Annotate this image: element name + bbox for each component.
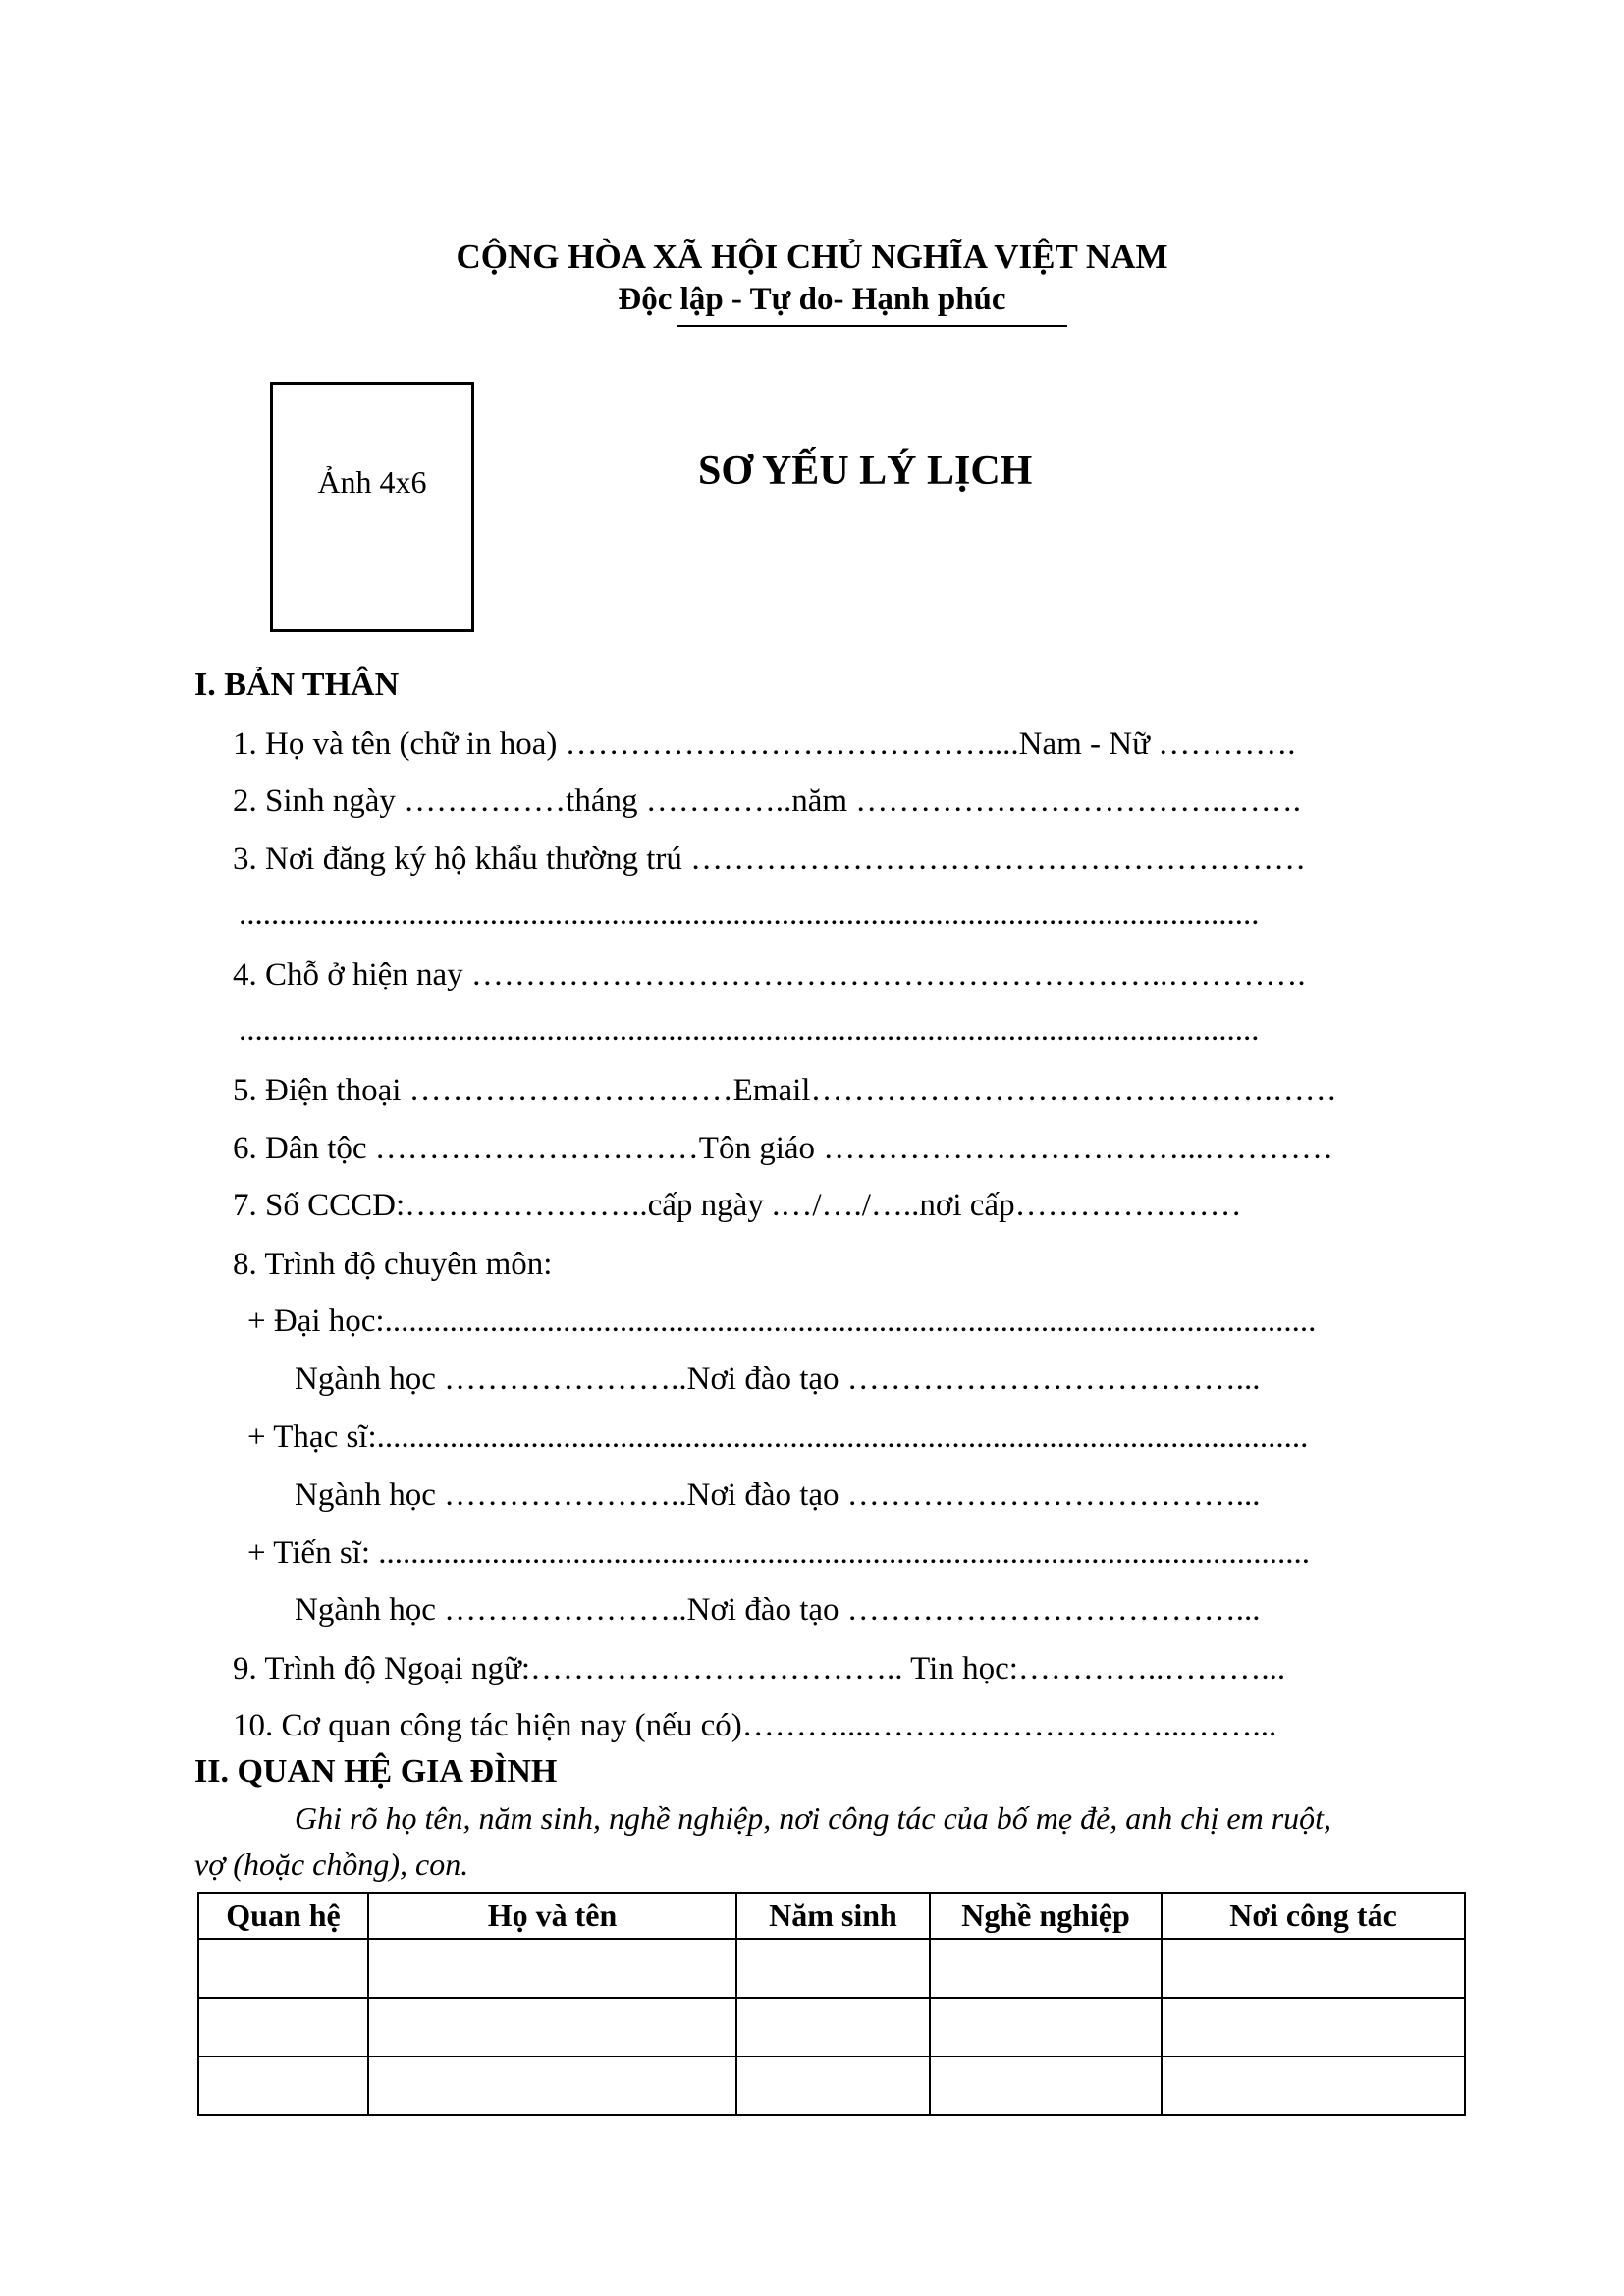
col-header-full-name: Họ và tên (368, 1893, 736, 1939)
table-cell (930, 2056, 1162, 2115)
col-header-relation: Quan hệ (198, 1893, 368, 1939)
section-2-note: Ghi rõ họ tên, năm sinh, nghề nghiệp, nơi công tác của bố mẹ đẻ, anh chị em ruột, (295, 1800, 1332, 1836)
family-table (197, 1892, 1466, 2116)
field-workplace: 10. Cơ quan công tác hiện nay (nếu có)………....………………………...……... (233, 1708, 1277, 1743)
field-bachelor-major: Ngành học …………………..Nơi đào tạo ………………………………... (295, 1362, 1261, 1397)
col-header-occupation: Nghề nghiệp (930, 1893, 1162, 1939)
table-cell (368, 2056, 736, 2115)
field-ethnicity-religion: 6. Dân tộc …………………………Tôn giáo ……………………………...………… (233, 1131, 1334, 1166)
section-2-note-continued: vợ (hoặc chồng), con. (194, 1846, 469, 1882)
photo-placeholder-box (270, 382, 474, 632)
table-row (198, 1998, 1465, 2056)
table-cell (198, 1939, 368, 1998)
section-1-heading: I. BẢN THÂN (194, 667, 400, 703)
field-phone-email: 5. Điện thoại …………………………Email…………………………………….…… (233, 1073, 1337, 1108)
table-cell (1162, 1998, 1465, 2056)
section-2-heading: II. QUAN HỆ GIA ĐÌNH (194, 1753, 558, 1789)
field-language-it: 9. Trình độ Ngoại ngữ:…………………………….. Tin học:…………..………... (233, 1651, 1286, 1686)
national-motto: Độc lập - Tự do- Hạnh phúc (618, 282, 1006, 317)
table-cell (736, 1998, 930, 2056)
field-doctorate-major: Ngành học …………………..Nơi đào tạo ………………………………... (295, 1592, 1261, 1628)
table-cell (1162, 2056, 1465, 2115)
field-current-residence-continued: .............................................................................................................................. (239, 1012, 1260, 1047)
table-cell (198, 2056, 368, 2115)
table-cell (198, 1998, 368, 2056)
table-cell (1162, 1939, 1465, 1998)
photo-label: Ảnh 4x6 (317, 464, 427, 500)
col-header-workplace: Nơi công tác (1162, 1893, 1465, 1939)
country-name: CỘNG HÒA XÃ HỘI CHỦ NGHĨA VIỆT NAM (456, 238, 1168, 276)
field-qualification-label: 8. Trình độ chuyên môn: (233, 1247, 553, 1282)
field-permanent-address: 3. Nơi đăng ký hộ khẩu thường trú ………………………………………………… (233, 841, 1307, 877)
motto-underline (677, 325, 1067, 327)
field-master: + Thạc sĩ:................................................................................................................... (247, 1419, 1309, 1455)
field-birth-date: 2. Sinh ngày ……………tháng …………..năm ……………………………..……. (233, 783, 1302, 819)
field-bachelor: + Đại học:................................................................................................................... (247, 1304, 1317, 1339)
table-cell (736, 2056, 930, 2115)
field-permanent-address-continued: .............................................................................................................................. (239, 896, 1260, 932)
table-row (198, 1939, 1465, 1998)
table-cell (930, 1939, 1162, 1998)
table-cell (368, 1939, 736, 1998)
col-header-birth-year: Năm sinh (736, 1893, 930, 1939)
table-cell (736, 1939, 930, 1998)
field-doctorate: + Tiến sĩ: ................................................................................................................... (247, 1535, 1311, 1571)
table-cell (368, 1998, 736, 2056)
field-master-major: Ngành học …………………..Nơi đào tạo ………………………………... (295, 1477, 1261, 1513)
field-full-name: 1. Họ và tên (chữ in hoa) …………………………………....Nam - Nữ …………. (233, 726, 1296, 762)
table-cell (930, 1998, 1162, 2056)
field-current-residence: 4. Chỗ ở hiện nay ………………………………………………………..…………. (233, 957, 1306, 992)
document-title: SƠ YẾU LÝ LỊCH (698, 449, 1033, 494)
table-row (198, 2056, 1465, 2115)
table-header-row (198, 1893, 1465, 1939)
field-id-card: 7. Số CCCD:…………………..cấp ngày .…/…./…..nơi cấp………………… (233, 1188, 1242, 1223)
